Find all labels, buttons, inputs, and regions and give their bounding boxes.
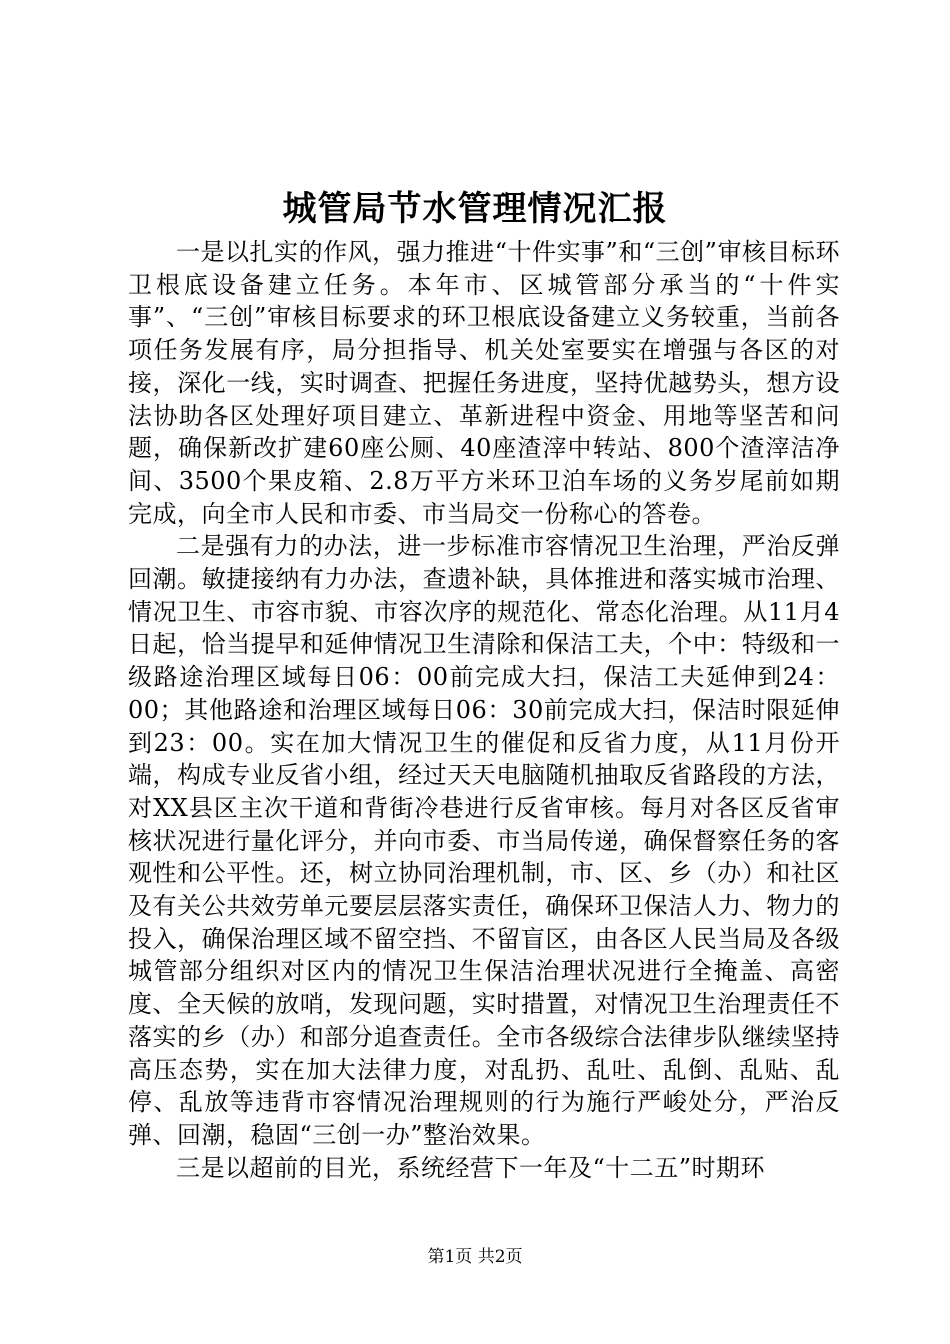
paragraph-3: 三是以超前的目光，系统经营下一年及“十二五”时期环 [176, 1153, 766, 1182]
paragraph-2: 二是强有力的办法，进一步标准市容情况卫生治理，严治反弹回潮。敏捷接纳有力办法，查遗补缺，具体推进和落实城市治理、情况卫生、市容市貌、市容次序的规范化、常态化治理。从11月4日起，恰当提早和延伸情况卫生清除和保洁工夫，个中：特级和一级路途治理区域每日06：00前完成大扫，保洁工夫延伸到24：00；其他路途和治理区域每日06：30前完成大扫，保洁时限延伸到23：00。实在加大情况卫生的催促和反省力度，从11月份开端，构成专业反省小组，经过天天电脑随机抽取反省路段的方法，对XX县区主次干道和背街冷巷进行反省审核。每月对各区反省审核状况进行量化评分，并向市委、市当局传递，确保督察任务的客观性和公平性。还，树立协同治理机制，市、区、乡（办）和社区及有关公共效劳单元要层层落实责任，确保环卫保洁人力、物力的投入，确保治理区域不留空挡、不留盲区，由各区人民当局及各级城管部分组织对区内的情况卫生保洁治理状况进行全掩盖、高密度、全天候的放哨，发现问题，实时措置，对情况卫生治理责任不落实的乡（办）和部分追查责任。全市各级综合法律步队继续坚持高压态势，实在加大法律力度，对乱扔、乱吐、乱倒、乱贴、乱停、乱放等违背市容情况治理规则的行为施行严峻处分，严治反弹、回潮，稳固“三创一办”整治效果。 [128, 532, 840, 1149]
paragraph-1: 一是以扎实的作风，强力推进“十件实事”和“三创”审核目标环卫根底设备建立任务。本年市、区城管部分承当的“十件实事”、“三创”审核目标要求的环卫根底设备建立义务较重，当前各项任务发展有序，局分担指导、机关处室要实在增强与各区的对接，深化一线，实时调查、把握任务进度，坚持优越势头，想方设法协助各区处理好项目建立、革新进程中资金、用地等坚苦和问题，确保新改扩建60座公厕、40座渣滓中转站、800个渣滓洁净间、3500个果皮箱、2.8万平方米环卫泊车场的义务岁尾前如期完成，向全市人民和市委、市当局交一份称心的答卷。 [128, 238, 840, 528]
document-title: 城管局节水管理情况汇报 [282, 189, 668, 229]
page-number-footer: 第1页 共2页 [427, 1247, 523, 1267]
document-body [128, 236, 840, 1184]
